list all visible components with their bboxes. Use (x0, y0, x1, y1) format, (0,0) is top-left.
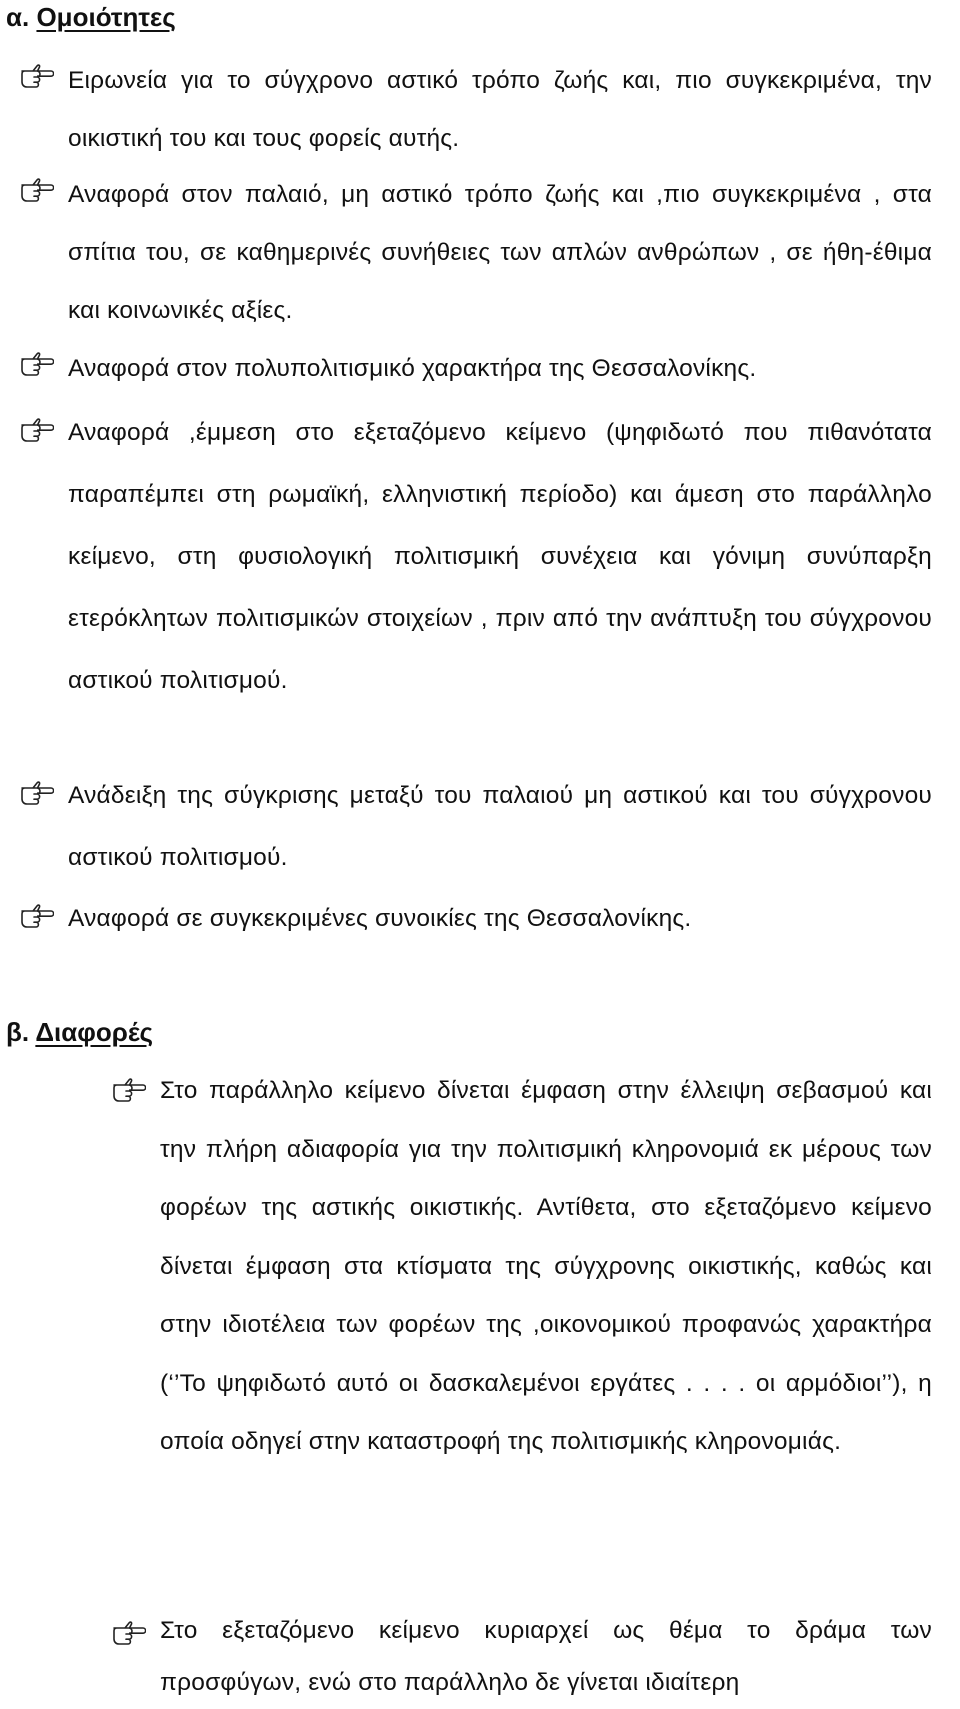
bullet-text: Αναφορά στον πολυπολιτισμικό χαρακτήρα της Θεσσαλονίκης. (68, 355, 757, 382)
bullet-text: Στο εξεταζόμενο κείμενο κυριαρχεί ως θέμα το δράμα των προσφύγων, ενώ στο παράλληλο δε γίνεται ιδιαίτερη (160, 1617, 932, 1696)
section-a-bullet-3 (20, 344, 932, 394)
pointing-hand-icon (20, 416, 54, 442)
bullet-text: Αναφορά σε συγκεκριμένες συνοικίες της Θεσσαλονίκης. (68, 905, 692, 932)
section-b-bullet-2 (112, 1605, 932, 1709)
pointing-hand-icon (20, 902, 54, 928)
section-a-bullet-6 (20, 892, 932, 946)
section-a-bullet-4 (20, 402, 932, 712)
section-a-bullet-5 (20, 765, 932, 889)
section-a-title: Ομοιότητες (36, 2, 176, 32)
section-b-heading (6, 1017, 153, 1047)
section-b-bullet-1 (112, 1062, 932, 1472)
section-b-marker: β. (6, 1017, 30, 1047)
bullet-text: Ανάδειξη της σύγκρισης μεταξύ του παλαιού μη αστικού και του σύγχρονου αστικού πολιτισμού. (68, 782, 932, 871)
section-a-bullet-1 (20, 52, 932, 168)
section-b-title: Διαφορές (35, 1017, 154, 1047)
section-a-heading (6, 2, 176, 32)
pointing-hand-icon (20, 62, 54, 88)
pointing-hand-icon (20, 779, 54, 805)
bullet-text: Στο παράλληλο κείμενο δίνεται έμφαση στην έλλειψη σεβασμού και την πλήρη αδιαφορία για την πολιτισμική κληρονομιά εκ μέρους των φορέων της αστικής οικιστικής. Αντίθετα, στο εξεταζόμενο κείμενο δίνεται έμφαση στα κτίσματα της σύγχρονης οικιστικής, καθώς και στην ιδιοτέλεια των φορέων της ,οικονομικού προφανώς χαρακτήρα (‘’Το ψηφιδωτό αυτό οι δασκαλεμένοι εργάτες . . . . οι αρμόδιοι’’), η οποία οδηγεί στην καταστροφή της πολιτισμικής κληρονομιάς. (160, 1077, 932, 1455)
bullet-text: Αναφορά ,έμμεση στο εξεταζόμενο κείμενο (ψηφιδωτό που πιθανότατα παραπέμπει στη ρωμαϊκή, ελληνιστική περίοδο) και άμεση στο παράλληλο κείμενο, στη φυσιολογική πολιτισμική συνέχεια και γόνιμη συνύπαρξη ετερόκλητων πολιτισμικών στοιχείων , πριν από την ανάπτυξη του σύγχρονου αστικού πολιτισμού. (68, 419, 932, 694)
section-a-bullet-2 (20, 166, 932, 340)
pointing-hand-icon (20, 350, 54, 376)
pointing-hand-icon (20, 176, 54, 202)
section-a-marker: α. (6, 2, 30, 32)
pointing-hand-icon (112, 1076, 146, 1102)
bullet-text: Ειρωνεία για το σύγχρονο αστικό τρόπο ζωής και, πιο συγκεκριμένα, την οικιστική του και τους φορείς αυτής. (68, 67, 932, 152)
pointing-hand-icon (112, 1619, 146, 1645)
bullet-text: Αναφορά στον παλαιό, μη αστικό τρόπο ζωής και ,πιο συγκεκριμένα , στα σπίτια του, σε καθημερινές συνήθειες των απλών ανθρώπων , σε ήθη-έθιμα και κοινωνικές αξίες. (68, 181, 932, 324)
